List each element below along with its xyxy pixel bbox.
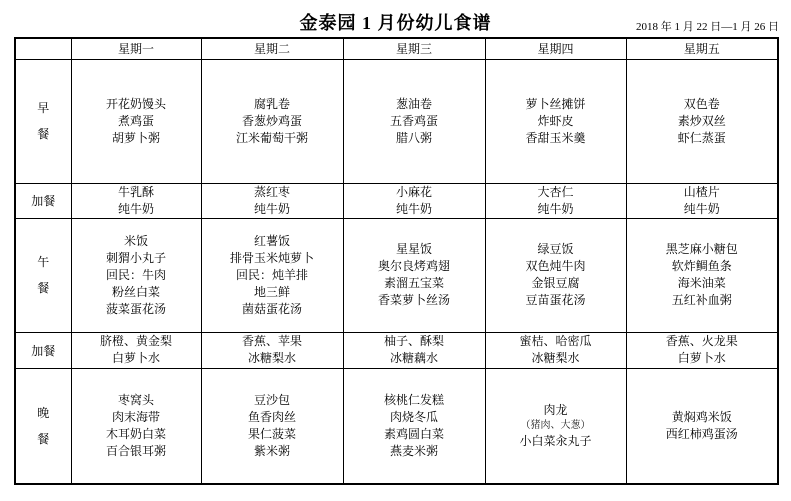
dish-name: 纯牛奶 [253,201,290,216]
dish-name: 菠菜蛋花汤 [105,301,166,316]
meal-row-1 [15,183,778,218]
dish-name: 木耳奶白菜 [105,426,166,441]
dish-name: 核桃仁发糕 [383,392,444,407]
dish-name: 肉龙 [543,402,568,417]
menu-cell-row1-day4 [626,183,778,218]
meal-row-0 [15,59,778,183]
dish-name: 香菜萝卜丝汤 [377,293,450,307]
dish-name: 排骨玉米炖萝卜 [229,250,314,265]
menu-cell-row3-day0 [71,332,201,368]
meal-label-char: 餐 [37,281,50,295]
menu-cell-row4-day4 [626,368,778,484]
menu-cell-row3-day4 [626,332,778,368]
dish-name: 菌菇蛋花汤 [241,301,302,316]
dish-name: 腊八粥 [395,130,432,145]
dish-name: 素鸡圆白菜 [383,426,444,441]
meal-row-3 [15,332,778,368]
dish-name: 五红补血粥 [671,293,732,307]
menu-cell-row0-day1 [201,59,343,183]
dish-name: 蜜桔、哈密瓜 [519,334,592,348]
day-header-monday: 星期一 [71,38,201,59]
dish-name: 大杏仁 [537,184,574,199]
dish-name: 粉丝白菜 [111,284,160,299]
menu-cell-row0-day4 [626,59,778,183]
dish-name: 回民：炖羊排 [235,267,308,282]
dish-name: 小白菜汆丸子 [519,433,592,448]
dish-name: 纯牛奶 [683,201,720,216]
date-range: 2018 年 1 月 22 日—1 月 26 日 [636,21,779,33]
dish-name: 白萝卜水 [111,351,160,365]
dish-name: 双色卷 [683,96,720,111]
menu-cell-row1-day1 [201,183,343,218]
dish-name: 虾仁蒸蛋 [677,130,726,145]
dish-name: 软炸鲷鱼条 [671,259,732,273]
day-header-friday: 星期五 [626,38,778,59]
dish-name: 肉末海带 [111,409,160,424]
menu-cell-row1-day0 [71,183,201,218]
menu-cell-row0-day2 [343,59,485,183]
menu-cell-row2-day2 [343,218,485,332]
menu-cell-row0-day0 [71,59,201,183]
dish-name: 金银豆腐 [531,276,580,290]
dish-name: 绿豆饭 [537,242,574,256]
dish-name: 豆苗蛋花汤 [525,293,586,307]
dish-name: 腐乳卷 [253,96,290,111]
meal-label: 加餐 [15,183,71,218]
dish-name: 蒸红枣 [253,184,290,199]
dish-name: 黄焖鸡米饭 [671,409,732,424]
dish-name: 纯牛奶 [117,201,154,216]
dish-name: 煮鸡蛋 [117,113,154,128]
dish-name: 奥尔良烤鸡翅 [377,259,450,273]
menu-cell-row0-day3 [485,59,626,183]
menu-cell-row4-day3 [485,368,626,484]
dish-name: 胡萝卜粥 [111,130,160,145]
dish-name: 开花奶馒头 [105,96,166,111]
dish-name: 海米油菜 [677,276,726,290]
dish-name: 山楂片 [683,184,720,199]
dish-name: 香蕉、苹果 [241,334,302,348]
dish-name: 双色炖牛肉 [525,259,586,273]
menu-cell-row1-day3 [485,183,626,218]
day-header-tuesday: 星期二 [201,38,343,59]
menu-cell-row2-day0 [71,218,201,332]
dish-name: 冰糖梨水 [531,351,580,365]
menu-cell-row2-day1 [201,218,343,332]
meal-label [15,368,71,484]
dish-name: 鱼香肉丝 [247,409,296,424]
dish-name: 刺猬小丸子 [105,250,166,265]
menu-cell-row3-day2 [343,332,485,368]
dish-name: 冰糖梨水 [247,351,296,365]
menu-cell-row4-day0 [71,368,201,484]
dish-name: 百合银耳粥 [105,443,166,458]
meal-label-char: 早 [37,101,50,115]
menu-table [14,37,779,485]
dish-name: 果仁菠菜 [247,426,296,441]
meal-label [15,59,71,183]
dish-name: 小麻花 [395,184,432,199]
day-header-thursday: 星期四 [485,38,626,59]
dish-name: 香甜玉米羹 [525,130,586,145]
meal-row-2 [15,218,778,332]
dish-name: 香蕉、火龙果 [665,334,738,348]
dish-name: 枣窝头 [117,392,154,407]
dish-name: 柚子、酥梨 [383,334,444,348]
dish-name: 米饭 [123,233,148,248]
page-header [0,0,791,37]
dish-name: 白萝卜水 [677,351,726,365]
dish-name: 葱油卷 [395,96,432,111]
dish-name: 江米葡萄干粥 [235,130,308,145]
dish-name: 冰糖藕水 [389,351,438,365]
meal-label-char: 餐 [37,127,50,141]
dish-name: 燕麦米粥 [389,443,438,458]
dish-name: 紫米粥 [253,443,290,458]
menu-cell-row2-day4 [626,218,778,332]
page-title: 金泰园 1 月份幼儿食谱 [299,13,492,33]
dish-name: 纯牛奶 [395,201,432,216]
menu-cell-row1-day2 [343,183,485,218]
dish-name: 素炒双丝 [677,113,726,128]
menu-cell-row4-day2 [343,368,485,484]
dish-name: 纯牛奶 [537,201,574,216]
meal-label: 加餐 [15,332,71,368]
menu-cell-row2-day3 [485,218,626,332]
dish-name: 萝卜丝摊饼 [525,96,586,111]
dish-name: 香葱炒鸡蛋 [241,113,302,128]
dish-name: 牛乳酥 [117,184,154,199]
menu-cell-row4-day1 [201,368,343,484]
dish-name: 回民：牛肉 [105,267,166,282]
menu-cell-row3-day1 [201,332,343,368]
dish-name: 豆沙包 [253,392,290,407]
dish-name: 脐橙、黄金梨 [99,334,172,348]
meal-row-4 [15,368,778,484]
meal-label-char: 晚 [37,405,50,420]
day-header-row [15,38,778,59]
dish-name: 红薯饭 [253,233,290,248]
dish-name: 黑芝麻小糖包 [665,242,738,256]
dish-name: 五香鸡蛋 [389,113,438,128]
meal-label-char: 午 [37,255,50,269]
corner-cell [15,38,71,59]
dish-name: 肉烧冬瓜 [389,409,438,424]
dish-name: 西红柿鸡蛋汤 [665,426,738,441]
dish-name: 素溜五宝菜 [383,276,444,290]
filling-note: （猪肉、大葱） [520,419,591,431]
dish-name: 地三鲜 [253,284,290,299]
meal-label-char: 餐 [37,431,50,446]
day-header-wednesday: 星期三 [343,38,485,59]
menu-cell-row3-day3 [485,332,626,368]
dish-name: 炸虾皮 [537,113,574,128]
meal-label [15,218,71,332]
dish-name: 星星饭 [395,242,432,256]
